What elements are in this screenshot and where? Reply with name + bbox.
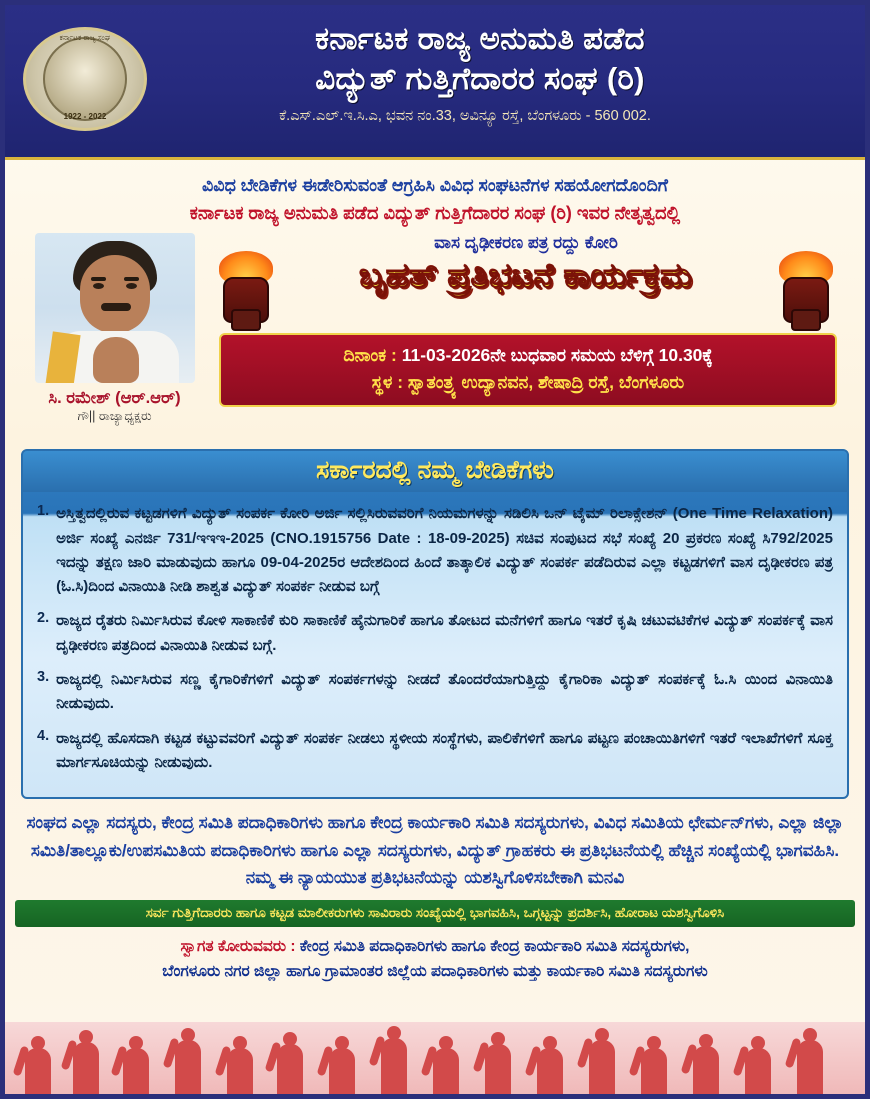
poster-header <box>5 5 865 160</box>
demands-list <box>23 492 847 797</box>
event-banner <box>205 233 847 406</box>
event-date-label: ದಿನಾಂಕ : <box>343 345 397 366</box>
demand-text: ಅಸ್ತಿತ್ವದಲ್ಲಿರುವ ಕಟ್ಟಡಗಳಿಗೆ ವಿದ್ಯುತ್ ಸಂಪರ್ಕ ಕೋರಿ ಅರ್ಜಿ ಸಲ್ಲಿಸಿರುವವರಿಗೆ ನಿಯಮಗಳನ್ನು ಸಡಿಲಿಸಿ ಒನ್ ಟೈಮ್ ರಿಲಾಕ್ಸೇಶನ್ (One Time Relaxation) ಅರ್ಜಿ ಸಂಖ್ಯೆ ಎನರ್ಜಿ 731/ಇಇಇ-2025 (CNO.1915756 Date : 18-09-2025) ಸಚಿವ ಸಂಪುಟದ ಸಭೆ ಸಂಖ್ಯೆ 20 ಪ್ರಕರಣ ಸಂಖ್ಯೆ ಸಿ792/2025 ಇದನ್ನು ತಕ್ಷಣ ಜಾರಿ ಮಾಡುವುದು ಹಾಗೂ 09-04-2025ರ ಆದೇಶದಿಂದ ಹಿಂದೆ ತಾತ್ಕಾಲಿಕ ವಿದ್ಯುತ್ ಸಂಪರ್ಕ ಪಡೆದಿರುವ ಎಲ್ಲಾ ಕಟ್ಟಡಗಳಿಗೆ ವಾಸ ದೃಢೀಕರಣ ಪತ್ರ (ಓ.ಸಿ)ದಿಂದ ವಿನಾಯಿತಿ ನೀಡಿ ಶಾಶ್ವತ ವಿದ್ಯುತ್ ಸಂಪರ್ಕ ನೀಡುವ ಬಗ್ಗೆ <box>56 505 833 596</box>
event-date-value: 11-03-2026ನೇ ಬುಧವಾರ ಸಮಯ ಬೆಳಿಗ್ಗೆ 10.30ಕ್ಕೆ <box>401 345 713 366</box>
leader-photo <box>35 233 195 383</box>
leader-name: ಸಿ. ರಮೇಶ್ (ಆರ್.ಆರ್) <box>48 389 181 408</box>
appeal-text: ಸಂಘದ ಎಲ್ಲಾ ಸದಸ್ಯರು, ಕೇಂದ್ರ ಸಮಿತಿ ಪದಾಧಿಕಾರಿಗಳು ಹಾಗೂ ಕೇಂದ್ರ ಕಾರ್ಯಕಾರಿ ಸಮಿತಿ ಸದಸ್ಯರುಗಳು, ವಿವಿಧ ಸಮಿತಿಯ ಛೇರ್ಮನ್‌ಗಳು, ಎಲ್ಲಾ ಜಿಲ್ಲಾ ಸಮಿತಿ/ತಾಲ್ಲೂಕು/ಉಪಸಮಿತಿಯ ಪದಾಧಿಕಾರಿಗಳು ಹಾಗೂ ಎಲ್ಲಾ ಸದಸ್ಯರುಗಳು, ವಿದ್ಯುತ್ ಗ್ರಾಹಕರು ಈ ಪ್ರತಿಭಟನೆಯಲ್ಲಿ ಹೆಚ್ಚಿನ ಸಂಖ್ಯೆಯಲ್ಲಿ ಭಾಗವಹಿಸಿ. ನಮ್ಮ ಈ ನ್ಯಾಯಯುತ ಪ್ರತಿಭಟನೆಯನ್ನು ಯಶಸ್ವಿಗೊಳಿಸಬೇಕಾಗಿ ಮನವಿ <box>26 813 844 888</box>
event-date-row <box>231 342 825 369</box>
raised-fist-icon-right <box>769 257 843 327</box>
intro-block <box>5 160 865 231</box>
intro-line-1: ವಿವಿಧ ಬೇಡಿಕೆಗಳ ಈಡೇರಿಸುವಂತೆ ಆಗ್ರಹಿಸಿ ವಿವಿಧ ಸಂಘಟನೆಗಳ ಸಹಯೋಗದೊಂದಿಗೆ <box>202 175 668 195</box>
crowd-silhouette-graphic <box>5 1022 865 1094</box>
demand-number: 1. <box>37 503 50 520</box>
demand-text: ರಾಜ್ಯದಲ್ಲಿ ನಿರ್ಮಿಸಿರುವ ಸಣ್ಣ ಕೈಗಾರಿಕೆಗಳಿಗೆ ವಿದ್ಯುತ್ ಸಂಪರ್ಕಗಳನ್ನು ನೀಡದೆ ತೊಂದರೆಯಾಗುತ್ತಿದ್ದು ಕೈಗಾರಿಕಾ ವಿದ್ಯುತ್ ಸಂಪರ್ಕಕ್ಕೆ ಓ.ಸಿ ಯಿಂದ ವಿನಾಯಿತಿ ನೀಡುವುದು. <box>56 671 833 713</box>
demand-text: ರಾಜ್ಯದ ರೈತರು ನಿರ್ಮಿಸಿರುವ ಕೋಳಿ ಸಾಕಾಣಿಕೆ ಕುರಿ ಸಾಕಾಣಿಕೆ ಹೈನುಗಾರಿಕೆ ಹಾಗೂ ತೋಟದ ಮನೆಗಳಿಗೆ ಹಾಗೂ ಇತರೆ ಕೃಷಿ ಚಟುವಟಿಕೆಗಳ ವಿದ್ಯುತ್ ಸಂಪರ್ಕಕ್ಕೆ ವಾಸ ದೃಢೀಕರಣ ಪತ್ರದಿಂದ ವಿನಾಯಿತಿ ನೀಡುವ ಬಗ್ಗೆ. <box>56 612 833 654</box>
demand-item <box>37 609 833 658</box>
demands-title: ಸರ್ಕಾರದಲ್ಲಿ ನಮ್ಮ ಬೇಡಿಕೆಗಳು <box>23 451 847 492</box>
welcome-text-1: ಕೇಂದ್ರ ಸಮಿತಿ ಪದಾಧಿಕಾರಿಗಳು ಹಾಗೂ ಕೇಂದ್ರ ಕಾರ್ಯಕಾರಿ ಸಮಿತಿ ಸದಸ್ಯರುಗಳು, <box>299 937 690 955</box>
call-to-action-strip: ಸರ್ವ ಗುತ್ತಿಗೆದಾರರು ಹಾಗೂ ಕಟ್ಟಡ ಮಾಲೀಕರುಗಳು ಸಾವಿರಾರು ಸಂಖ್ಯೆಯಲ್ಲಿ ಭಾಗವಹಿಸಿ, ಒಗ್ಗಟ್ಟನ್ನು ಪ್ರದರ್ಶಿಸಿ, ಹೋರಾಟ ಯಶಸ್ವಿಗೊಳಿಸಿ <box>15 900 855 927</box>
demand-text: ರಾಜ್ಯದಲ್ಲಿ ಹೊಸದಾಗಿ ಕಟ್ಟಡ ಕಟ್ಟುವವರಿಗೆ ವಿದ್ಯುತ್ ಸಂಪರ್ಕ ನೀಡಲು ಸ್ಥಳೀಯ ಸಂಸ್ಥೆಗಳು, ಪಾಲಿಕೆಗಳಿಗೆ ಹಾಗೂ ಪಟ್ಟಣ ಪಂಚಾಯಿತಿಗಳಿಗೆ ಇತರೆ ಇಲಾಖೆಗಳಿಗೆ ಸೂಕ್ತ ಮಾರ್ಗಸೂಚಿಯನ್ನು ನೀಡುವುದು. <box>56 729 833 771</box>
event-venue-value: ಸ್ವಾತಂತ್ರ್ಯ ಉದ್ಯಾನವನ, ಶೇಷಾದ್ರಿ ರಸ್ತೆ, ಬೆಂಗಳೂರು <box>407 372 685 393</box>
demand-number: 2. <box>37 610 50 627</box>
welcome-line-1 <box>19 935 851 960</box>
demand-item <box>37 502 833 599</box>
demand-number: 4. <box>37 727 50 744</box>
intro-line-2: ಕರ್ನಾಟಕ ರಾಜ್ಯ ಅನುಮತಿ ಪಡೆದ ವಿದ್ಯುತ್ ಗುತ್ತಿಗೆದಾರರ ಸಂಘ (ರಿ) ಇವರ ನೇತೃತ್ವದಲ್ಲಿ <box>189 203 681 224</box>
event-details-box <box>219 333 837 406</box>
raised-fist-icon-left <box>209 257 283 327</box>
logo-inner-emblem <box>43 37 127 121</box>
banner-title-wrap <box>205 255 847 327</box>
crowd-figures <box>5 1022 865 1094</box>
event-venue-label: ಸ್ಥಳ : <box>371 372 404 393</box>
demands-section <box>21 449 849 799</box>
demand-item <box>37 727 833 776</box>
org-title-line-2: ವಿದ್ಯುತ್ ಗುತ್ತಿಗೆದಾರರ ಸಂಘ (ರಿ) <box>315 60 645 96</box>
mid-section <box>5 233 865 441</box>
event-venue-row <box>231 369 825 396</box>
org-title-line-1: ಕರ್ನಾಟಕ ರಾಜ್ಯ ಅನುಮತಿ ಪಡೆದ <box>315 21 645 56</box>
welcome-text-2: ಬೆಂಗಳೂರು ನಗರ ಜಿಲ್ಲಾ ಹಾಗೂ ಗ್ರಾಮಾಂತರ ಜಿಲ್ಲೆಯ ಪದಾಧಿಕಾರಿಗಳು ಮತ್ತು ಕಾರ್ಯಕಾರಿ ಸಮಿತಿ ಸದಸ್ಯರುಗಳು <box>162 962 708 980</box>
banner-subtitle: ವಾಸ ದೃಢೀಕರಣ ಪತ್ರ ರದ್ದು ಕೋರಿ <box>434 233 618 253</box>
demand-item <box>37 668 833 717</box>
organization-address: ಕೆ.ಎಸ್.ಎಲ್.ಇ.ಸಿ.ಎ, ಭವನ ನಂ.33, ಅವಿನ್ಯೂ ರಸ್ತೆ, ಬೆಂಗಳೂರು - 560 002. <box>279 108 651 125</box>
leader-designation: ಗೌ|| ರಾಜ್ಯಾಧ್ಯಕ್ಷರು <box>77 409 152 424</box>
welcome-label: ಸ್ವಾಗತ ಕೋರುವವರು : <box>180 937 296 955</box>
logo-years: 1922 - 2022 <box>63 112 107 121</box>
logo-ring-text: ಕರ್ನಾಟಕ ರಾಜ್ಯ ಸಂಘ <box>59 35 111 42</box>
demand-number: 3. <box>37 669 50 686</box>
banner-title: ಬೃಹತ್ ಪ್ರತಿಭಟನೆ ಕಾರ್ಯಕ್ರಮ <box>359 257 693 295</box>
welcome-block <box>19 935 851 985</box>
organization-logo-icon <box>23 27 147 131</box>
leader-photo-block <box>27 233 202 424</box>
